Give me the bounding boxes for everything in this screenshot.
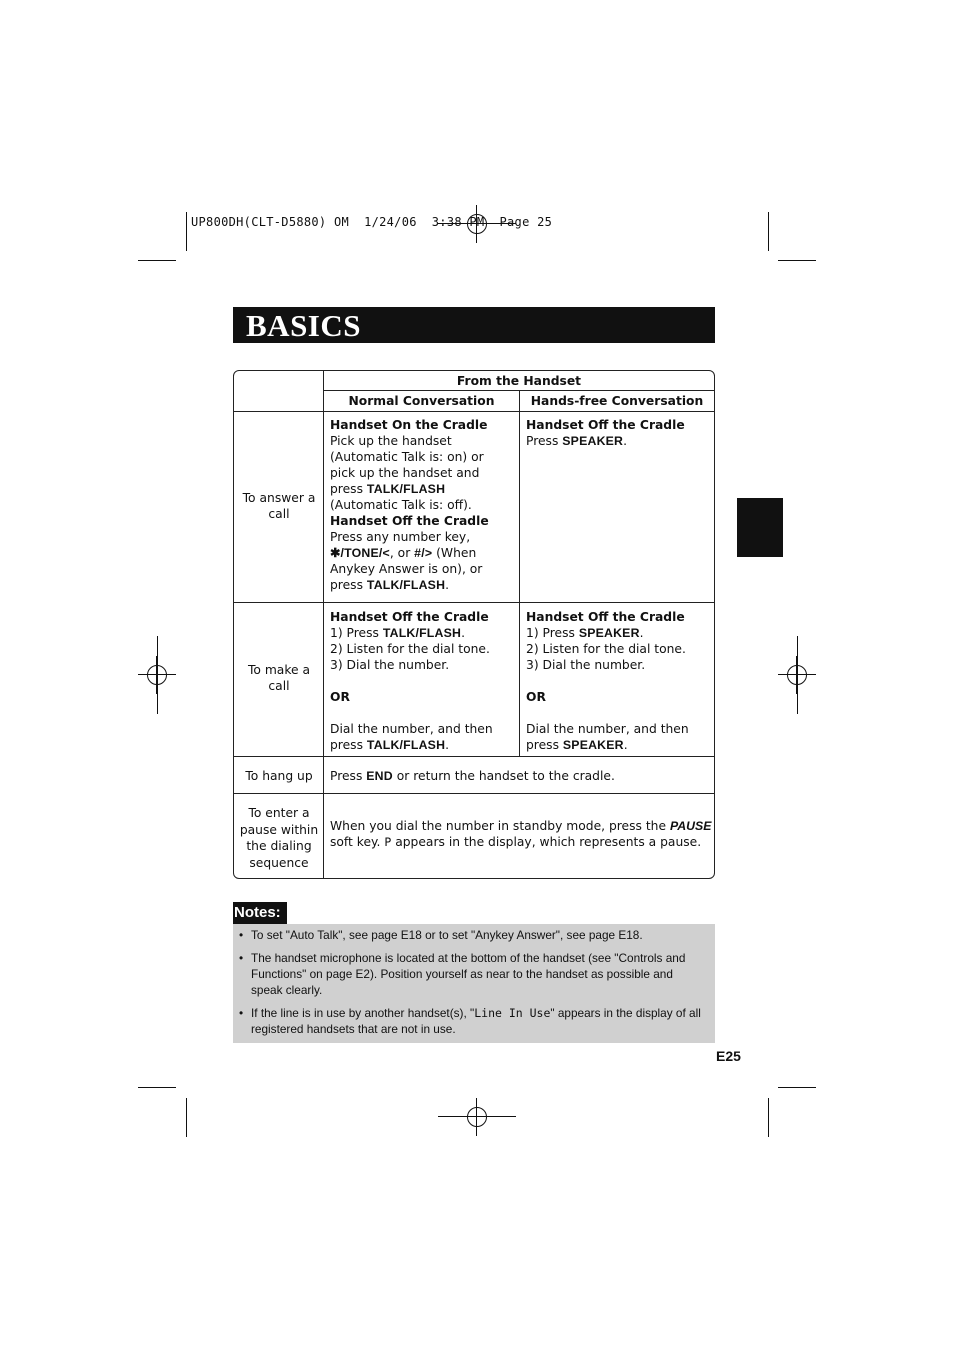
speaker-key: SPEAKER <box>562 434 624 448</box>
answer-normal-heading-1: Handset On the Cradle <box>330 418 488 432</box>
bullet: • <box>239 1006 244 1020</box>
crop-mark <box>138 1087 176 1088</box>
operations-table <box>233 370 715 879</box>
speaker-key: SPEAKER <box>578 626 640 640</box>
section-title-bar <box>233 307 715 343</box>
registration-line <box>438 1116 516 1117</box>
registration-line <box>797 636 798 714</box>
hangup-cell <box>330 768 710 784</box>
grid-line <box>323 390 714 391</box>
talk-flash-key: TALK/FLASH <box>366 738 446 752</box>
grid-line <box>323 371 324 878</box>
text: , or <box>389 546 415 560</box>
talk-flash-key: TALK/FLASH <box>382 626 462 640</box>
text: or return the handset to the cradle. <box>392 769 615 783</box>
crop-mark <box>138 260 176 261</box>
text: . <box>639 626 644 640</box>
crop-mark <box>186 212 187 251</box>
make-normal-or: OR <box>330 690 350 704</box>
text: . <box>445 738 450 752</box>
answer-normal-line: pick up the handset and <box>330 466 480 480</box>
registration-line <box>157 636 158 714</box>
grid-line <box>234 756 714 757</box>
make-handsfree-line: Dial the number, and then <box>526 722 689 736</box>
text: 1) Press <box>330 626 383 640</box>
note-text: If the line is in use by another handset(s), " <box>251 1006 475 1020</box>
pause-display-char: P <box>384 835 392 849</box>
text: . <box>623 738 628 752</box>
make-handsfree-heading: Handset Off the Cradle <box>526 610 685 624</box>
text: Press <box>330 769 367 783</box>
note-text: The handset microphone is located at the bottom of the handset (see "Controls and Functions" on page E2). Position yourself as near to the handset as possible and speak clearly. <box>251 951 686 997</box>
answer-normal-line: Pick up the handset <box>330 434 452 448</box>
note-text: To set "Auto Talk", see page E18 or to set "Anykey Answer", see page E18. <box>251 928 643 942</box>
make-normal-step: 3) Dial the number. <box>330 658 450 672</box>
text: . <box>461 626 466 640</box>
text: appears in the display, which represents a pause. <box>391 835 702 849</box>
note-item <box>239 950 703 998</box>
row-label-make-call: To make a call <box>247 663 311 693</box>
pause-softkey: PAUSE <box>669 819 712 833</box>
answer-handsfree-heading: Handset Off the Cradle <box>526 418 685 432</box>
text: Press <box>526 434 563 448</box>
answer-normal-heading-2: Handset Off the Cradle <box>330 514 489 528</box>
crop-mark <box>778 1087 816 1088</box>
text: press <box>330 578 367 592</box>
notes-label: Notes: <box>233 902 287 924</box>
speaker-key: SPEAKER <box>562 738 624 752</box>
make-normal-line: Dial the number, and then <box>330 722 493 736</box>
print-header: UP800DH(CLT-D5880) OM 1/24/06 3:38 PM Page 25 <box>191 215 553 229</box>
make-handsfree-or: OR <box>526 690 546 704</box>
text: press <box>526 738 563 752</box>
row-label-answer: To answer a call <box>242 491 316 521</box>
end-key: END <box>366 769 393 783</box>
make-handsfree-step: 2) Listen for the dial tone. <box>526 642 686 656</box>
bullet: • <box>239 951 244 965</box>
note-item <box>239 927 703 943</box>
answer-normal-line: (Automatic Talk is: off). <box>330 498 472 512</box>
grid-line <box>234 411 714 412</box>
grid-line <box>234 793 714 794</box>
answer-handsfree-cell <box>526 417 712 449</box>
text: soft key. <box>330 835 385 849</box>
grid-line <box>234 602 714 603</box>
star-tone-key: ✱/TONE/< <box>330 546 390 560</box>
line-in-use-display-text: Line In Use <box>474 1006 551 1020</box>
crop-mark <box>768 212 769 251</box>
make-handsfree-cell <box>526 609 712 753</box>
crop-mark <box>768 1098 769 1137</box>
text: When you dial the number in standby mode, press the <box>330 819 670 833</box>
text: 1) Press <box>526 626 579 640</box>
row-label-hang-up: To hang up <box>245 769 313 783</box>
grid-line <box>519 391 520 757</box>
talk-flash-key: TALK/FLASH <box>366 482 446 496</box>
crop-mark <box>778 260 816 261</box>
section-title: BASICS <box>246 308 361 343</box>
crop-mark <box>186 1098 187 1137</box>
text: . <box>445 578 450 592</box>
row-label-pause: To enter a pause within the dialing sequence <box>239 806 319 870</box>
text: press <box>330 738 367 752</box>
answer-normal-line: (Automatic Talk is: on) or <box>330 450 484 464</box>
answer-normal-cell <box>330 417 516 593</box>
pause-cell <box>330 818 712 850</box>
make-normal-step: 2) Listen for the dial tone. <box>330 642 490 656</box>
page-number: E25 <box>716 1048 741 1064</box>
make-normal-heading: Handset Off the Cradle <box>330 610 489 624</box>
header-normal-conversation: Normal Conversation <box>348 394 495 408</box>
text: press <box>330 482 367 496</box>
header-handsfree-conversation: Hands-free Conversation <box>530 394 704 408</box>
section-tab <box>737 498 783 557</box>
note-text: " appears in the display of all registered handsets that are not in use. <box>251 1006 701 1036</box>
pound-key: #/> <box>414 546 433 560</box>
text: (When <box>432 546 477 560</box>
notes-box <box>233 924 715 1043</box>
make-handsfree-step: 3) Dial the number. <box>526 658 646 672</box>
answer-normal-line: Anykey Answer is on), or <box>330 562 483 576</box>
registration-mark-bottom <box>458 1098 496 1136</box>
talk-flash-key: TALK/FLASH <box>366 578 446 592</box>
note-item <box>239 1005 703 1037</box>
make-normal-cell <box>330 609 516 753</box>
text: . <box>623 434 628 448</box>
header-from-handset: From the Handset <box>456 374 582 388</box>
bullet: • <box>239 928 244 942</box>
answer-normal-line: Press any number key, <box>330 530 471 544</box>
